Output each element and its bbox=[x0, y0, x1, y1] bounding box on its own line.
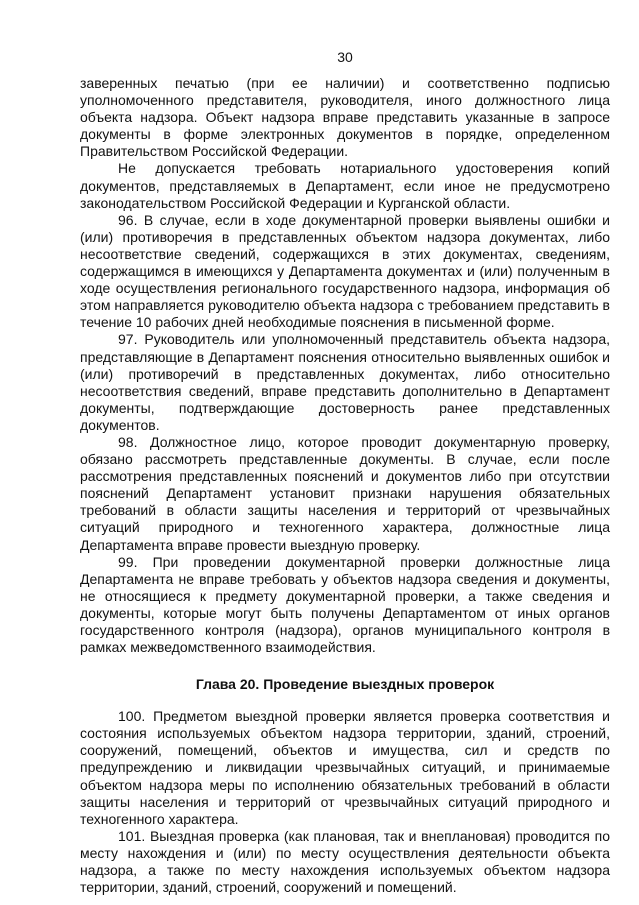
paragraph-99: 99. При проведении документарной проверки должностные лица Департамента не вправе требовать у объектов надзора сведения и документы, не относящиеся к предмету документарной проверки, а также сведения и документы, которые могут быть получены Департаментом от иных органов государственного контроля (надзора), органов муниципального контроля в рамках межведомственного взаимодействия. bbox=[80, 553, 610, 656]
paragraph-notarization: Не допускается требовать нотариального удостоверения копий документов, представляемых в Департамент, если иное не предусмотрено законодательством Российской Федерации и Курганской области. bbox=[80, 160, 610, 211]
document-body bbox=[80, 75, 610, 896]
paragraph-98: 98. Должностное лицо, которое проводит документарную проверку, обязано рассмотреть представленные документы. В случае, если после рассмотрения представленных пояснений и документов либо при отсутствии пояснений Департамент установит признаки нарушения обязательных требований в области защиты населения и территорий от чрезвычайных ситуаций природного и техногенного характера, должностные лица Департамента вправе провести выездную проверку. bbox=[80, 433, 610, 553]
paragraph-96: 96. В случае, если в ходе документарной проверки выявлены ошибки и (или) противоречия в представленных объектом надзора документах, либо несоответствие сведений, содержащихся в этих документах, сведениям, содержащимся в имеющихся у Департамента документах и (или) полученным в ходе осуществления регионального государственного надзора, информация об этом направляется руководителю объекта надзора с требованием представить в течение 10 рабочих дней необходимые пояснения в письменной форме. bbox=[80, 211, 610, 331]
paragraph-continuation: заверенных печатью (при ее наличии) и соответственно подписью уполномоченного представителя, руководителя, иного должностного лица объекта надзора. Объект надзора вправе представить указанные в запросе документы в форме электронных документов в порядке, определенном Правительством Российской Федерации. bbox=[80, 75, 610, 160]
chapter-heading: Глава 20. Проведение выездных проверок bbox=[195, 676, 495, 693]
paragraph-97: 97. Руководитель или уполномоченный представитель объекта надзора, представляющие в Департамент пояснения относительно выявленных ошибок и (или) противоречий в представленных документах, либо относительно несоответствия сведений, вправе представить дополнительно в Департамент документы, подтверждающие достоверность ранее представленных документов. bbox=[80, 331, 610, 433]
page-number: 30 bbox=[337, 49, 353, 65]
paragraph-101: 101. Выездная проверка (как плановая, так и внеплановая) проводится по месту нахождения и (или) по месту осуществления деятельности объекта надзора, а также по месту нахождения используемых объектом надзора территории, зданий, строений, сооружений и помещений. bbox=[80, 827, 610, 896]
paragraph-100: 100. Предметом выездной проверки является проверка соответствия и состояния используемых объектом надзора территории, зданий, строений, сооружений, помещений, объектов и имущества, сил и средств по предупреждению и ликвидации чрезвычайных ситуаций, и принимаемые объектом надзора меры по исполнению обязательных требований в области защиты населения и территорий от чрезвычайных ситуаций природного и техногенного характера. bbox=[80, 708, 610, 827]
